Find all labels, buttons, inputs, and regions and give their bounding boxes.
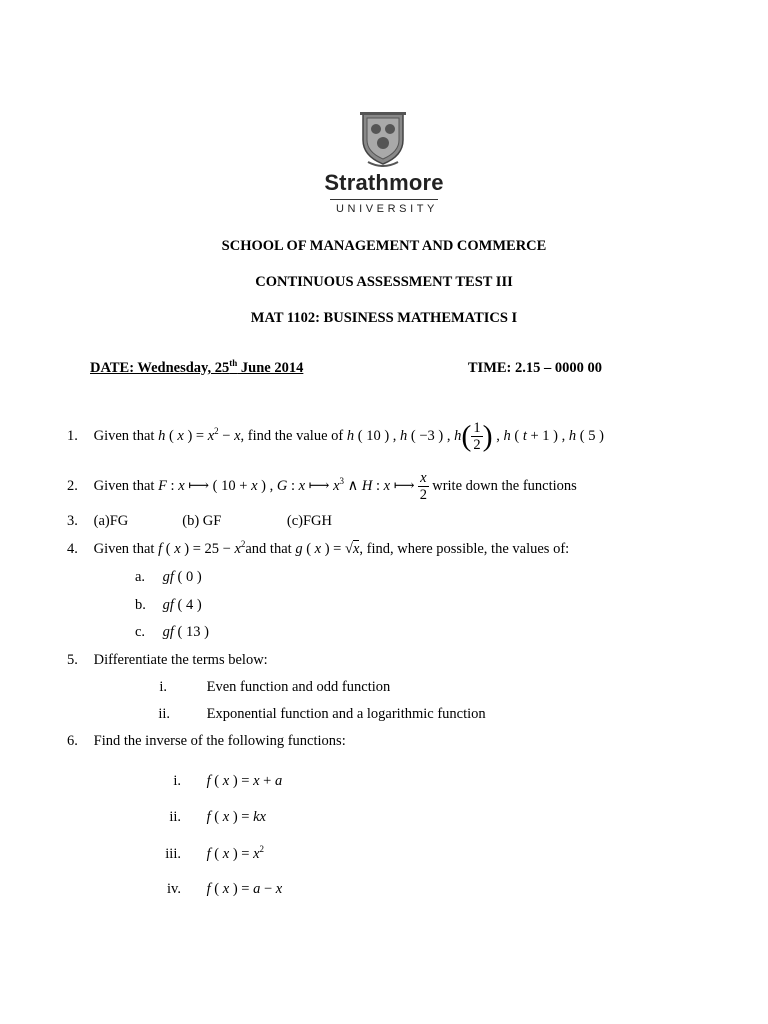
question-2	[67, 466, 577, 506]
q6-item-label: iv.	[167, 881, 181, 897]
course-title: MAT 1102: BUSINESS MATHEMATICS I	[250, 310, 518, 326]
q1-function: h ( x ) = $x^2 - x$	[158, 426, 241, 444]
q4-number: 4.	[67, 541, 78, 557]
q4-item-arg: 13	[186, 624, 201, 640]
q4-text-b: and that	[245, 541, 292, 557]
q2-functions: F : x ⟼ ( 10 + x ) , G : x ⟼ $x^3$ ∧ H : x ⟼ $\frac{x}{2}$	[158, 470, 427, 504]
test-title: CONTINUOUS ASSESSMENT TEST III	[255, 274, 513, 290]
q5-text: Differentiate the terms below:	[93, 652, 268, 668]
q5-item-ii	[0, 706, 486, 723]
q5-item-text: Exponential function and a logarithmic function	[206, 706, 486, 722]
q1-text-a: Given that	[93, 428, 155, 444]
q6-item-iv: iv. f ( x ) = a − x	[0, 881, 282, 898]
q4-item-label: a.	[135, 569, 146, 585]
q4-item-arg: 0	[186, 569, 194, 585]
q6-item-label: i.	[173, 773, 181, 789]
q4-item-label: b.	[135, 597, 146, 613]
q3-part-c: (c)FGH	[286, 513, 332, 529]
question-4	[67, 541, 569, 558]
question-3	[67, 513, 332, 530]
q6-item-label: ii.	[169, 809, 181, 825]
q4-item-c: c. gf ( 13 )	[135, 624, 209, 640]
q2-text-b: write down the functions	[432, 478, 577, 494]
question-6	[67, 733, 346, 750]
q6-number: 6.	[67, 733, 78, 749]
q6-item-iii: iii. f ( x ) = $x^2$	[0, 846, 264, 863]
q4-item-a: a. gf ( 0 )	[135, 569, 202, 585]
date-prefix: DATE: Wednesday, 25	[90, 360, 230, 376]
date-time-line	[90, 360, 602, 377]
question-1	[67, 416, 604, 456]
q4-text-c: , find, where possible, the values of:	[359, 541, 570, 557]
q5-number: 5.	[67, 652, 78, 668]
date-suffix: June 2014	[237, 360, 304, 376]
q4-item-arg: 4	[186, 597, 194, 613]
q1-text-b: , find the value of	[240, 428, 344, 444]
date-sup: th	[229, 358, 238, 368]
q3-number: 3.	[67, 513, 78, 529]
q5-item-i	[0, 679, 390, 696]
university-logo	[358, 112, 408, 168]
q6-item-label: iii.	[165, 846, 181, 862]
q5-item-label: i.	[159, 679, 167, 695]
q4-g-function: g ( x ) = √x	[295, 541, 360, 557]
q5-item-label: ii.	[158, 706, 170, 722]
q6-item-i: i. f ( x ) = x + a	[0, 773, 282, 790]
logo-name: Strathmore	[324, 170, 444, 195]
school-title: SCHOOL OF MANAGEMENT AND COMMERCE	[221, 238, 547, 254]
q4-item-label: c.	[135, 624, 146, 640]
q1-values: h ( 10 ) , h ( −3 ) , h( $\frac{1}{2}$ ) , h ( t + 1 ) , h ( 5 )	[346, 419, 604, 454]
logo-divider	[330, 199, 438, 200]
q3-part-a: (a)FG	[93, 513, 129, 529]
q2-text-a: Given that	[93, 478, 155, 494]
q4-item-b: b. gf ( 4 )	[135, 597, 202, 613]
q6-item-ii: ii. f ( x ) = kx	[0, 809, 266, 826]
q4-f-function: f ( x ) = $25 - x^2$	[158, 539, 246, 557]
crest-icon	[358, 112, 408, 168]
time-text: TIME: 2.15 – 0000 00	[467, 360, 602, 376]
logo-subtitle: UNIVERSITY	[335, 203, 438, 215]
q3-part-b: (b) GF	[182, 513, 222, 529]
q2-number: 2.	[67, 478, 78, 494]
q6-text: Find the inverse of the following functions:	[93, 733, 346, 749]
question-5	[67, 652, 268, 669]
q1-number: 1.	[67, 428, 78, 444]
q5-item-text: Even function and odd function	[206, 679, 391, 695]
q4-text-a: Given that	[93, 541, 155, 557]
